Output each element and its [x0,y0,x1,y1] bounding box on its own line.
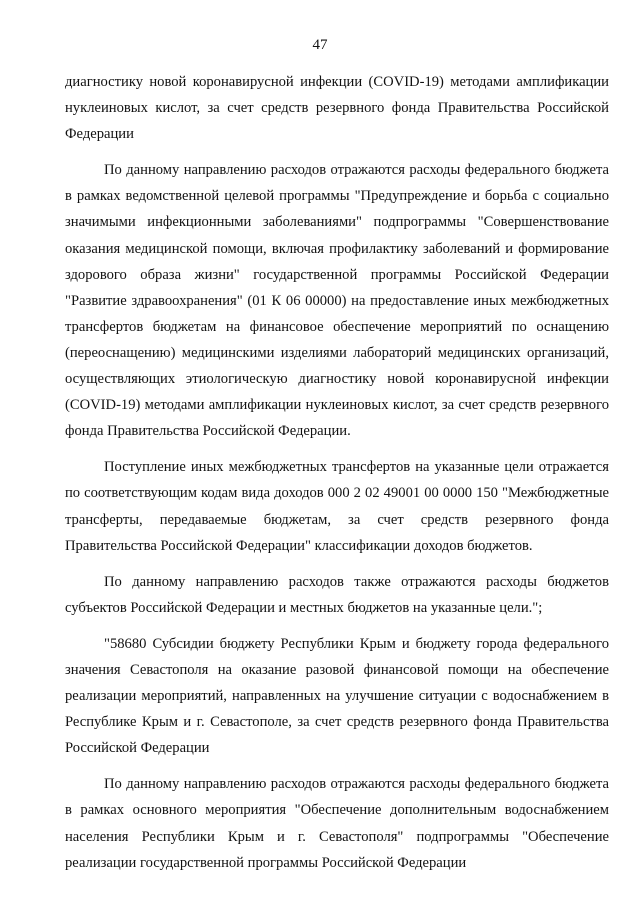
document-body [65,69,609,876]
paragraph-income-codes: Поступление иных межбюджетных трансфертов на указанные цели отражается по соответствующим кодам вида доходов 000 2 02 49001 00 0000 150 "Межбюджетные трансферты, передаваемые бюджетам, за счет средств резервного фонда Правительства Российской Федерации" классификации доходов бюджетов. [65,459,609,554]
paragraph-regional-budgets: По данному направлению расходов также отражаются расходы бюджетов субъектов Российской Федерации и местных бюджетов на указанные цели."; [65,573,609,616]
paragraph-58680-subsidies: "58680 Субсидии бюджету Республики Крым и бюджету города федерального значения Севастополя на оказание разовой финансовой помощи на обеспечение реализации мероприятий, направленных на улучшение ситуации с водоснабжением в Республике Крым и г. Севастополе, за счет средств резервного фонда Правительства Российской Федерации [65,635,609,757]
paragraph-crimea-water-supply: По данному направлению расходов отражаются расходы федерального бюджета в рамках основного мероприятия "Обеспечение дополнительным водоснабжением населения Республики Крым и г. Севастополя" подпрограммы "Обеспечение реализации государственной программы Российской Федерации [65,776,609,871]
paragraph-expenses-federal-budget: По данному направлению расходов отражаются расходы федерального бюджета в рамках ведомственной целевой программы "Предупреждение и борьба с социально значимыми инфекционными заболеваниями" подпрограммы "Совершенствование оказания медицинской помощи, включая профилактику заболеваний и формирование здорового образа жизни" государственной программы Российской Федерации "Развитие здравоохранения" (01 К 06 00000) на предоставление иных межбюджетных трансфертов бюджетам на финансовое обеспечение мероприятий по оснащению (переоснащению) медицинскими изделиями лабораторий медицинских организаций, осуществляющих этиологическую диагностику новой коронавирусной инфекции (COVID-19) методами амплификации нуклеиновых кислот, за счет средств резервного фонда Правительства Российской Федерации. [65,162,609,440]
page-number: 47 [312,37,328,53]
paragraph-continuation: диагностику новой коронавирусной инфекции (COVID-19) методами амплификации нуклеиновых кислот, за счет средств резервного фонда Правительства Российской Федерации [65,74,609,143]
